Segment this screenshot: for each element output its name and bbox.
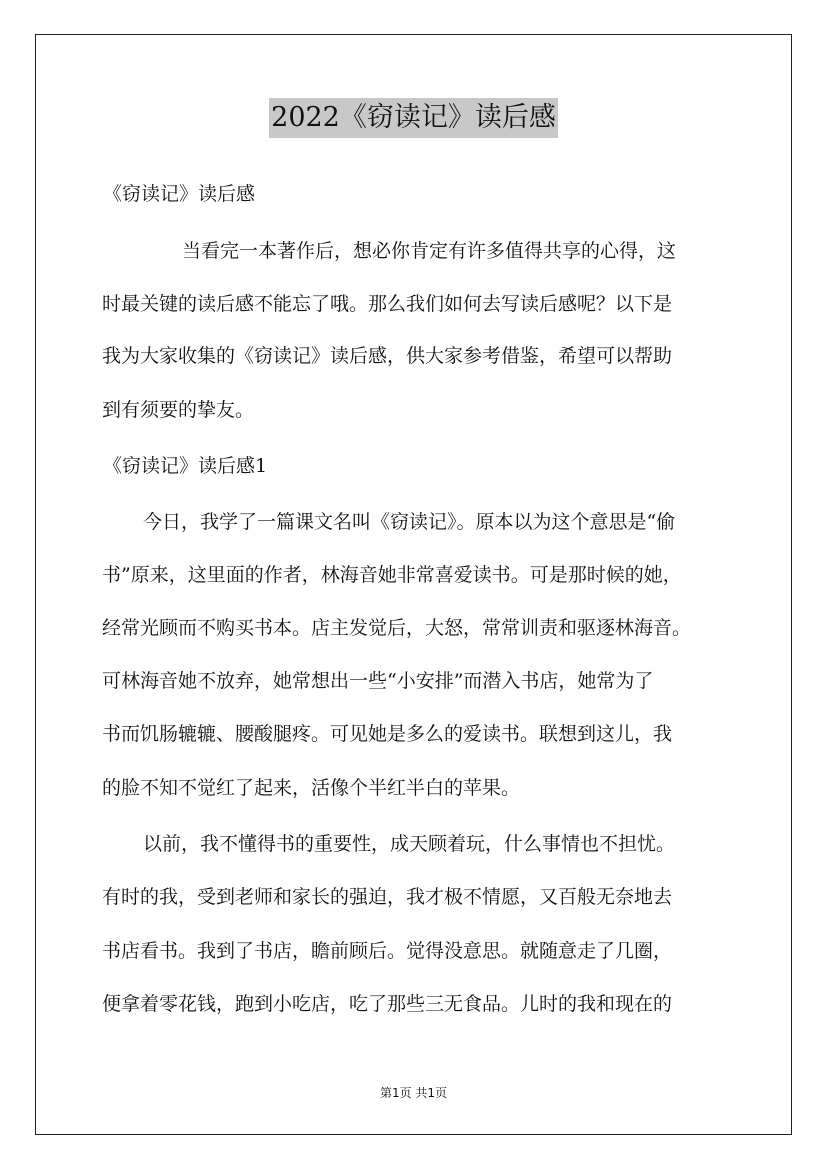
section1-heading: 《窃读记》读后感1 (103, 455, 268, 477)
document-title-wrapper (0, 98, 827, 138)
page-footer: 第1页 共1页 (379, 1086, 448, 1100)
section2-line: 书店看书。我到了书店，瞻前顾后。觉得没意思。就随意走了几圈， (102, 940, 673, 962)
document-subtitle: 《窃读记》读后感 (103, 183, 256, 205)
section1-line: 书”原来，这里面的作者，林海音她非常喜爱读书。可是那时候的她， (102, 564, 682, 586)
intro-line: 我为大家收集的《窃读记》读后感，供大家参考借鉴，希望可以帮助 (102, 345, 673, 367)
section2-line: 有时的我，受到老师和家长的强迫，我才极不情愿，又百般无奈地去 (102, 886, 673, 908)
intro-line: 时最关键的读后感不能忘了哦。那么我们如何去写读后感呢？以下是 (102, 293, 673, 315)
intro-line: 当看完一本著作后，想必你肯定有许多值得共享的心得，这 (182, 240, 677, 262)
section1-line: 经常光顾而不购买书本。店主发觉后，大怒，常常训责和驱逐林海音。 (102, 617, 692, 639)
section2-line: 便拿着零花钱，跑到小吃店，吃了那些三无食品。儿时的我和现在的 (102, 993, 673, 1015)
section1-line: 的脸不知不觉红了起来，活像个半红半白的苹果。 (102, 777, 521, 799)
section1-line: 今日，我学了一篇课文名叫《窃读记》。原本以为这个意思是“偷 (143, 511, 676, 533)
section1-line: 书而饥肠辘辘、腰酸腿疼。可见她是多么的爱读书。联想到这儿，我 (102, 723, 673, 745)
intro-line: 到有须要的挚友。 (102, 399, 255, 421)
document-title: 2022《窃读记》读后感 (269, 98, 558, 138)
section1-line: 可林海音她不放弃，她常想出一些“小安排”而潜入书店，她常为了 (102, 670, 654, 692)
section2-line: 以前，我不懂得书的重要性，成天顾着玩，什么事情也不担忧。 (143, 833, 676, 855)
